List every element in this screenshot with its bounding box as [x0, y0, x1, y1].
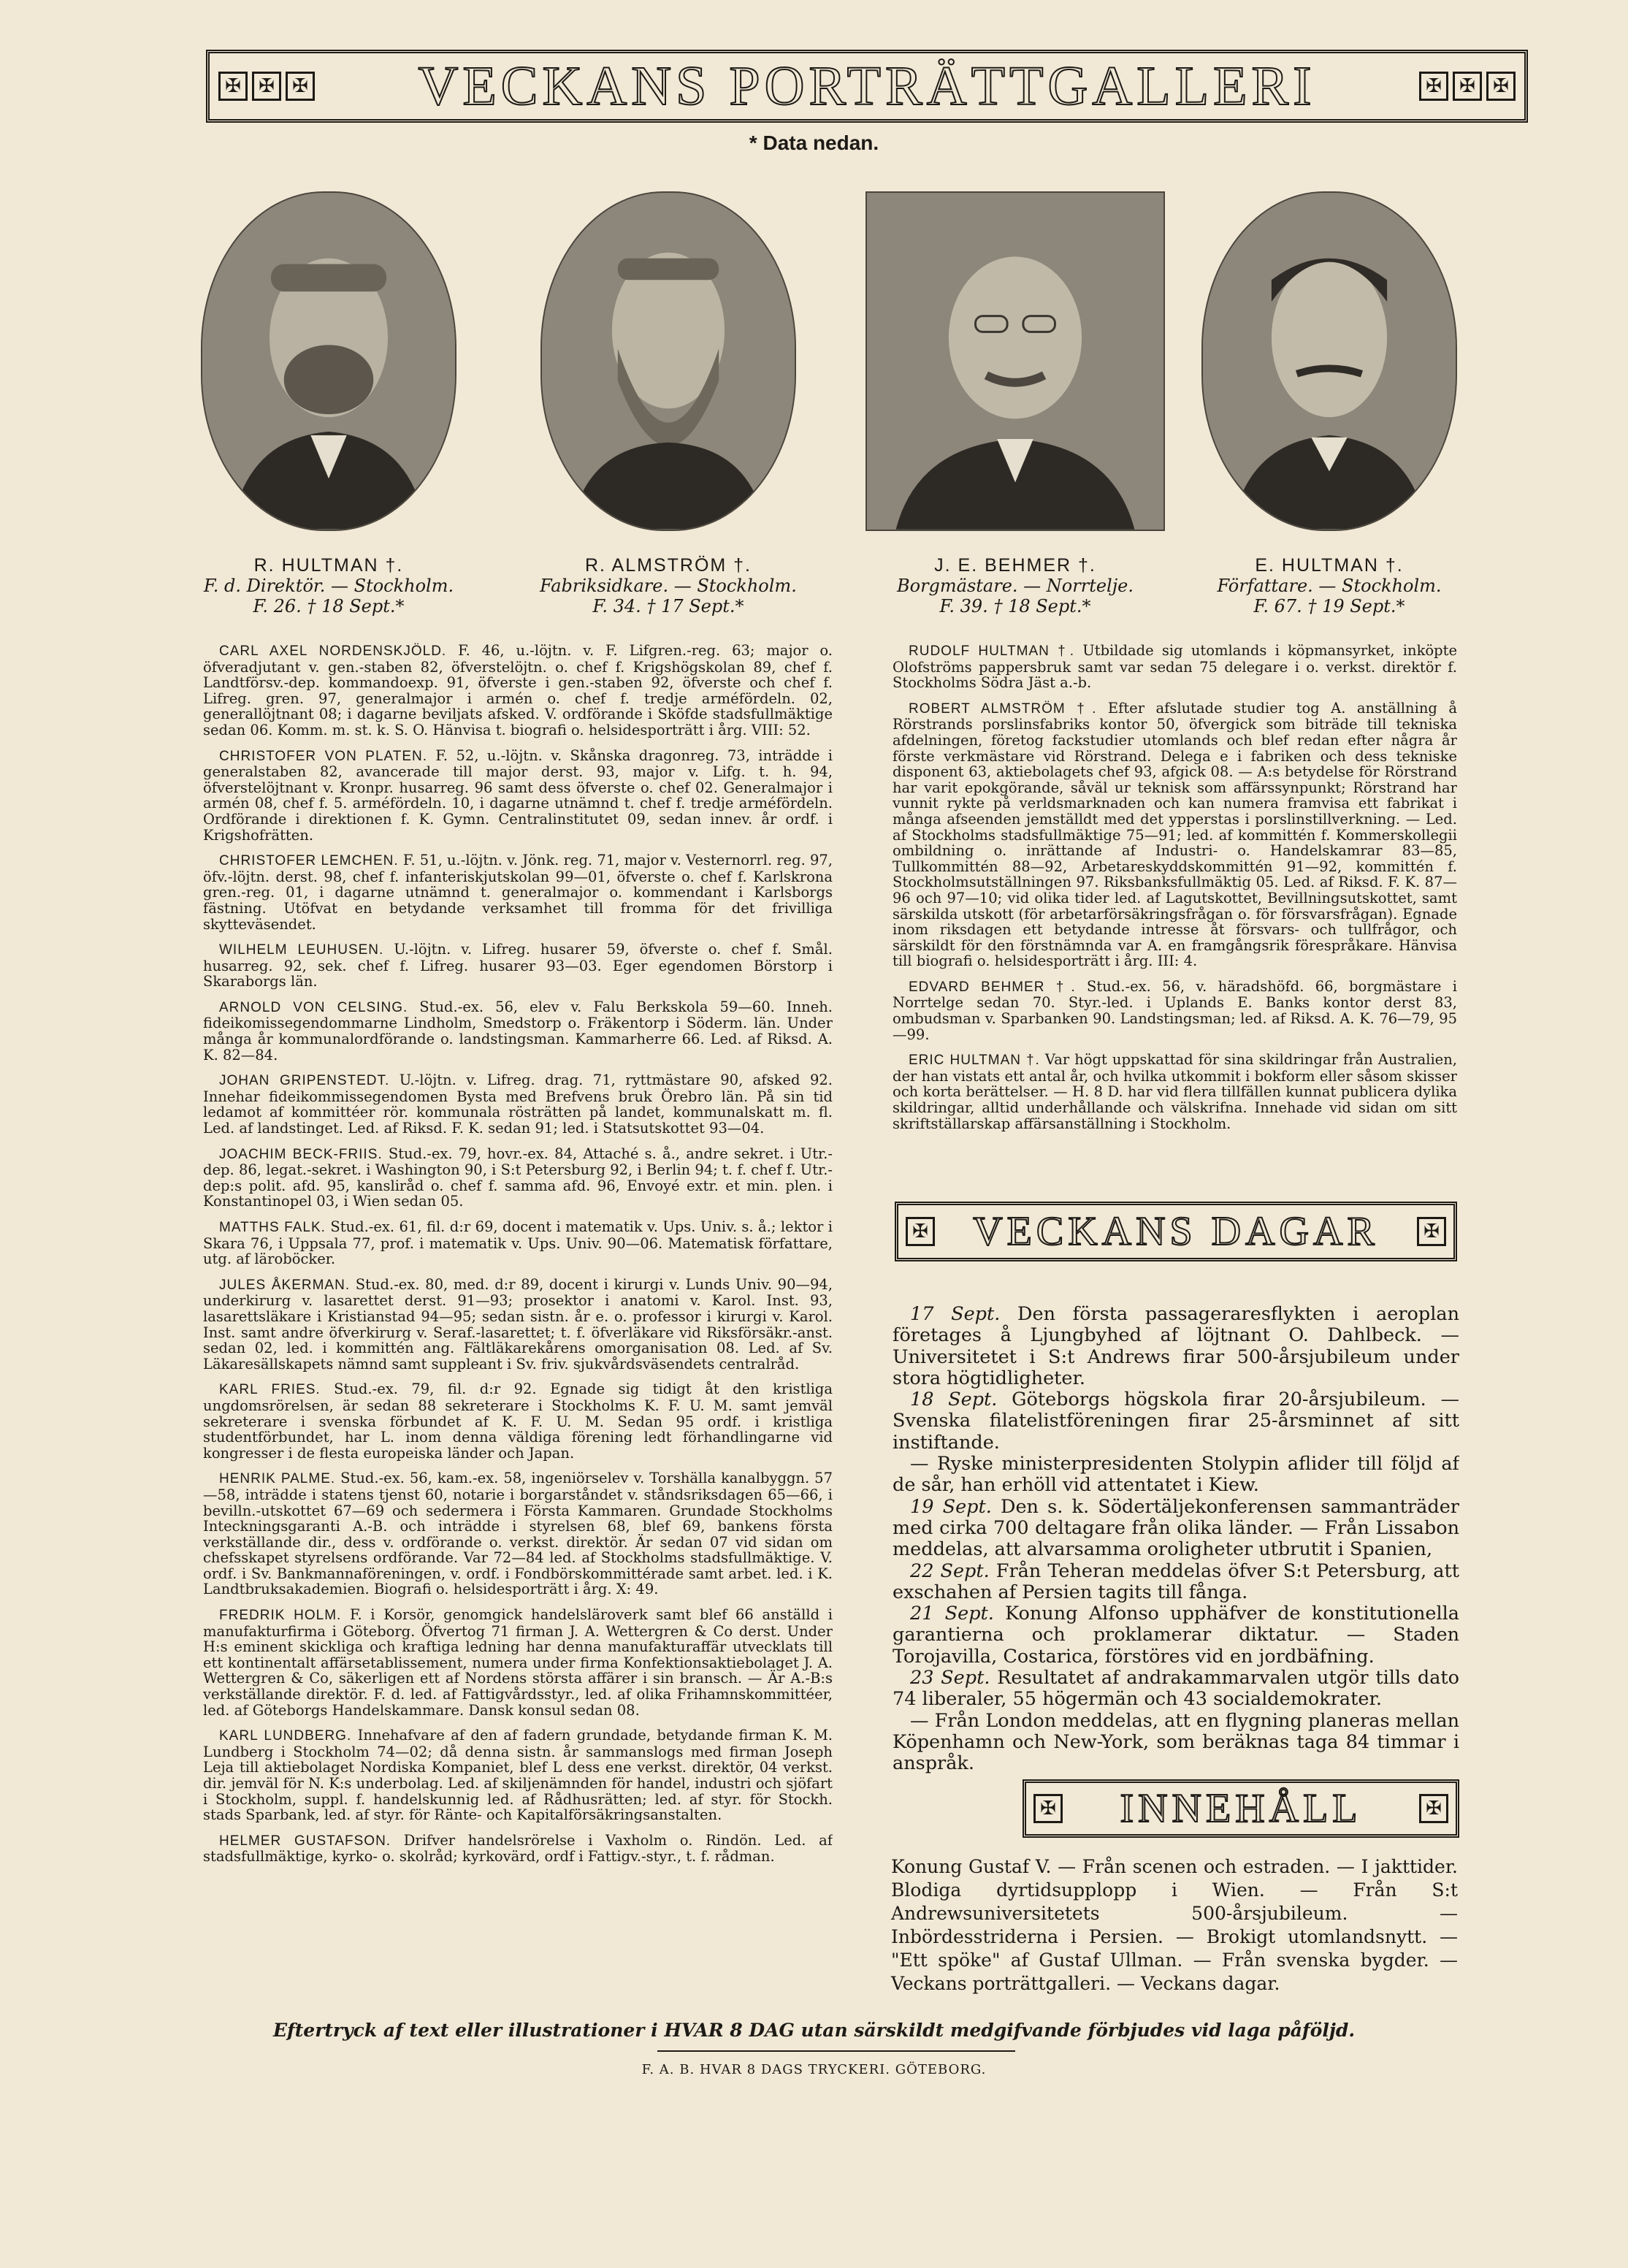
innehall-text: Konung Gustaf V. — Från scenen och estraden. — I jakttider. Blodiga dyrtidsupplopp i Wien. — Från S:t Andrewsuniversitetets 500-årsjubileum. — Inbördesstriderna i Persien. — Brokigt utomlandsnytt. — "Ett spöke" af Gustaf Ullman. — Från svenska bygder. — Veckans porträttgalleri. — Veckans dagar. — [891, 1856, 1458, 1994]
portrait-photo-1 — [201, 191, 456, 531]
portrait-title: Borgmästare. — Norrtelje. — [896, 576, 1134, 596]
dagar-title: VECKANS DAGAR — [973, 1209, 1379, 1254]
biography-entry — [893, 643, 1457, 691]
biography-name: FREDRIK HOLM. — [219, 1608, 342, 1624]
dagar-text: Konung Alfonso upphäfver de konstitutionella garantierna och proklamerar diktatur. — Staden Torojavilla, Costarica, förstöres vid en jordbäfning. — [893, 1603, 1459, 1668]
dagar-entry — [893, 1454, 1459, 1497]
biography-name: RUDOLF HULTMAN †. — [909, 644, 1075, 659]
biography-text: Var högt uppskattad för sina skildringar från Australien, der han vistats ett antal år, och hvilka utkommit i bokform eller såsom skisser och korta berättelser. — H. 8 D. har vid flera tillfällen kunnat publicera dylika skildringar, alltid underhållande och välskrifna. Innehade vid sidan om sitt skriftställarskap affärsanställning i Stockholm. — [893, 1051, 1457, 1132]
ornament-group-left — [218, 72, 315, 101]
gallery-title: VECKANS PORTRÄTTGALLERI — [418, 55, 1316, 117]
biography-entry — [203, 643, 833, 738]
biography-text: Stud.-ex. 80, med. d:r 89, docent i kirurgi v. Lunds Univ. 90—94, underkirurg v. lasarettet derst. 91—93; prosektor i anatomi v. Karol. Inst. 93, lasarettsläkare i Kristianstad 94—95; sedan sistn. år e. o. professor i kirurgi v. Karol. Inst. samt andre öfverkirurg v. Seraf.-lasarettet; t. f. öfverläkare vid Riksförsäkr.-anst. sedan 02, led. i kommittén ang. Fältläkarekårens omorganisation 08. Led. af Sv. Läkaresällskapets nämnd samt suppleant i Sv. friv. sjukvårdsväsendets centralråd. — [203, 1275, 833, 1372]
dagar-entry — [893, 1497, 1459, 1561]
man-portrait-icon — [1203, 193, 1456, 530]
subtitle: * Data nedan. — [749, 131, 879, 154]
portrait-photo-4 — [1201, 191, 1457, 531]
dagar-entry — [893, 1603, 1459, 1668]
dagar-text: Den s. k. Södertäljekonferensen sammanträder med cirka 700 deltagare från olika länder. — Från Lissabon meddelas, att alvarsamma oroligheter utbrutit i Spanien, — [893, 1495, 1459, 1561]
biography-name: CHRISTOFER VON PLATEN. — [219, 748, 428, 764]
dagar-text: Den första passageraresflykten i aeroplan företages å Ljungbyhed af löjtnant O. Dahlbeck. — Universitetet i S:t Andrews firar 500-årsjubileum under stora högtidligheter. — [893, 1304, 1459, 1389]
biography-entry — [893, 979, 1457, 1042]
biography-entry — [893, 1052, 1457, 1131]
dagar-entry — [893, 1304, 1459, 1389]
biography-entry — [203, 1146, 833, 1210]
biography-name: HENRIK PALME. — [219, 1471, 336, 1487]
biography-name: ARNOLD VON CELSING. — [219, 999, 408, 1015]
portrait-name: R. ALMSTRÖM †. — [584, 555, 752, 576]
biography-entry — [203, 1072, 833, 1136]
ornament-icon: ✠ — [1419, 72, 1448, 101]
biography-entry — [203, 1607, 833, 1718]
biography-text: Efter afslutade studier tog A. anställning å Rörstrands porslinsfabriks kontor 50, öfvergick som biträde till tekniska afdelningen, företog fackstudier utomlands och blef redan efter några år förste verkmästare vid Rörstrand. Delega e i fabriken och dess tekniske disponent 63, aktiebolagets chef 93, afgick 08. — A:s betydelse för Rörstrand har varit epokgörande, såväl ur teknisk som affärssynpunkt; Rörstrand har vunnit rykte på verldsmarknaden och kan numera framvisa ett fabrikat i många afseenden jemställdt med det ypperstas i porslinstillverkning. — Led. af Stockholms stadsfullmäktige 75—91; led. af kommittén f. Kommerskollegii ombildning o. inrättande af Industri- o. Handelskamrar 83—85, Tullkommittén 88—92, Arbetareskyddskommittén 91—92, kommittén f. Stockholmsutställningen 97. Riksbanksfullmäktig 05. Led. af Riksd. F. K. 87—96 och 97—10; vid olika tider led. af Lagutskottet, Bevillningsutskottet, samt särskilda utskott (för arbetarförsäkringsfrågan o. för försvarsfrågan). Egnade inom riksdagen ett betydande intresse åt försvars- och tullfrågor, och särskildt för den förstnämnda var A. en framgångsrik förespråkare. Hänvisa till biografi o. helsidesporträtt i årg. III: 4. — [893, 699, 1457, 970]
biography-entry — [203, 1727, 833, 1823]
biographies-left-column — [203, 643, 833, 2009]
biography-text: Stud.-ex. 61, fil. d:r 69, docent i matematik v. Ups. Univ. s. å.; lektor i Skara 76, i Uppsala 77, prof. i matematik v. Ups. Univ. 90—06. Matematisk författare, utg. af läroböcker. — [203, 1218, 833, 1268]
biography-text: Drifver handelsrörelse i Vaxholm o. Rindön. Led. af stadsfullmäktige, kyrko- o. skolråd; kyrkovärd, ordf i Fattigv.-styr., t. f. rådman. — [203, 1831, 833, 1866]
portrait-caption-2 — [515, 555, 822, 616]
ornament-icon: ✠ — [1486, 72, 1516, 101]
biography-name: MATTHS FALK. — [219, 1220, 326, 1235]
ornament-icon: ✠ — [906, 1217, 935, 1246]
biography-entry — [203, 942, 833, 990]
footer-divider — [657, 2050, 1015, 2052]
ornament-icon: ✠ — [286, 72, 315, 101]
portrait-name: R. HULTMAN †. — [253, 555, 404, 576]
biography-text: Innehafvare af den af fadern grundade, betydande firman K. M. Lundberg i Stockholm 74—02; då denna sistn. år sammanslogs med firman Joseph Leja till aktiebolaget Nordiska Kompaniet, blef L dess ene verkst. direktör, 04 verkst. dir. jemväl för N. K:s underbolag. Led. af skiljenämnden för handel, industri och sjöfart i Stockholm, suppl. f. handelskunnig led. af Rådhusrätten; led. af styr. för Stockh. stads Sparbank, led. af styr. för Ränte- och Kapitalförsäkringsanstalten. — [203, 1727, 833, 1824]
biography-name: JOACHIM BECK-FRIIS. — [219, 1146, 383, 1162]
biography-entry — [203, 999, 833, 1063]
dagar-text: Resultatet af andrakammarvalen utgör tills dato 74 liberaler, 55 högermän och 43 socialdemokrater. — [893, 1667, 1459, 1711]
ornament-group-left — [906, 1217, 935, 1246]
dagar-date: 18 Sept. — [910, 1389, 998, 1411]
biography-text: F. 52, u.-löjtn. v. Skånska dragonreg. 73, inträdde i generalstaben 82, avancerade till major derst. 93, major v. Lifg. t. h. 94, öfverstelöjtnant v. Kronpr. husarreg. 96 samt dess öfverste o. chef 02. Generalmajor i armén 08, chef f. 5. arméfördeln. 10, i dagarne utnämnd t. chef f. tredje arméfördeln. Ordförande i direktionen f. K. Gymn. Centralinstitutet 09, sedan innev. år ordf. i Krigshofrätten. — [203, 747, 833, 844]
biography-name: ERIC HULTMAN †. — [909, 1053, 1040, 1069]
biography-entry — [203, 1219, 833, 1267]
printer-credit: F. A. B. HVAR 8 DAGS TRYCKERI. GÖTEBORG. — [641, 2062, 987, 2077]
portrait-dates: F. 26. † 18 Sept.* — [253, 596, 405, 616]
ornament-icon: ✠ — [1453, 72, 1482, 101]
dagar-entry — [893, 1389, 1459, 1454]
dagar-date: 19 Sept. — [910, 1495, 992, 1518]
dagar-entry — [893, 1561, 1459, 1604]
dagar-text: — Ryske ministerpresidenten Stolypin aflider till följd af de sår, han erhöll vid attentatet i Kiew. — [893, 1453, 1459, 1497]
portrait-caption-4 — [1176, 555, 1483, 616]
ornament-group-right — [1417, 1217, 1446, 1246]
portrait-caption-3 — [862, 555, 1169, 616]
portrait-title: F. d. Direktör. — Stockholm. — [203, 576, 454, 596]
biography-name: ROBERT ALMSTRÖM †. — [909, 700, 1097, 717]
biography-text: U.-löjtn. v. Lifreg. drag. 71, ryttmästare 90, afsked 92. Innehar fideikommissegendomen Bysta med Brefvens bruk Örebro län. På sin tid ledamot af kommittéer rör. kommunala rösträtten på landet, kommunalskatt m. fl. Led. af landstinget. Led. af Riksd. F. K. sedan 91; led. i Statsutskottet 93—04. — [203, 1072, 833, 1137]
biography-text: Stud.-ex. 56, elev v. Falu Berkskola 59—60. Inneh. fideikomissegendommarne Lindholm, Smedstorp o. Fräkentorp i Söderm. län. Under många år kommunalordförande o. landstingsman. Kammarherre 66. Led. af Riksd. A. K. 82—84. — [203, 998, 833, 1064]
biography-name: JOHAN GRIPENSTEDT. — [219, 1073, 390, 1089]
biography-entry — [203, 1470, 833, 1597]
portrait-photo-2 — [540, 191, 796, 531]
dagar-date: 23 Sept. — [910, 1667, 990, 1689]
biography-name: KARL LUNDBERG. — [219, 1728, 352, 1744]
portrait-name: E. HULTMAN †. — [1255, 555, 1404, 576]
portrait-caption-1 — [175, 555, 482, 616]
dagar-column — [893, 1304, 1459, 1808]
biography-name: CARL AXEL NORDENSKJÖLD. — [219, 644, 447, 659]
portrait-dates: F. 39. † 18 Sept.* — [939, 596, 1091, 616]
biography-text: Stud.-ex. 79, fil. d:r 92. Egnade sig tidigt åt den kristliga ungdomsrörelsen, är sedan 88 sekreterare i Stockholms K. F. U. M. samt jemväl sekreterare i svenska förbundet af K. F. U. M. Sedan 95 ordf. i kristliga studentförbundet, har L. inom denna väldiga förening ledt förhandlingarne vid kongresser i de flesta europeiska länder och Japan. — [203, 1381, 833, 1462]
biography-entry — [893, 700, 1457, 969]
biography-text: F. 51, u.-löjtn. v. Jönk. reg. 71, major v. Vesternorrl. reg. 97, öfv.-löjtn. derst. 98, chef f. infanteriskjutskolan 99—01, öfverste o. chef f. Karlskrona gren.-reg. 01, i dagarne utnämnd t. generalmajor o. kommendant i Karlsborgs fästning. Utöfvat en betydande verksamhet till fromma för det frivilliga skytteväsendet. — [203, 852, 833, 933]
biography-name: HELMER GUSTAFSON. — [219, 1833, 391, 1849]
biography-text: U.-löjtn. v. Lifreg. husarer 59, öfverste o. chef f. Smål. husarreg. 92, sek. chef f. Lifreg. husarer 93—03. Eger egendomen Börstorp i Skaraborgs län. — [203, 941, 833, 990]
biography-text: F. i Korsör, genomgick handelsläroverk samt blef 66 anställd i manufakturfirma i Göteborg. Öfvertog 71 firman J. A. Wettergren & Co derst. Under H:s eminent skickliga och kraftiga ledning har denna manufakturaffär utvecklats till ett kontinentalt affärsetablissement, numera under firma Konfektionsaktiebolaget J. A. Wettergren & Co, säkerligen ett af Nordens största affärer i sin bransch. — Är A.-B:s verkställande direktör. F. d. led. af Fattigvårdsstyr., led. af olika Frihamnskommittéer, led. af Göteborgs Handelskammare. Dansk konsul sedan 08. — [203, 1606, 833, 1719]
biography-entry — [203, 748, 833, 844]
ornament-icon: ✠ — [1033, 1794, 1063, 1823]
ornament-group-right — [1419, 72, 1516, 101]
portrait-photo-3 — [865, 191, 1165, 531]
ornament-group-right — [1419, 1794, 1448, 1823]
ornament-icon: ✠ — [252, 72, 281, 101]
ornament-icon: ✠ — [1417, 1217, 1446, 1246]
dagar-date: 17 Sept. — [910, 1304, 1001, 1325]
portrait-title: Fabriksidkare. — Stockholm. — [540, 576, 797, 596]
portrait-title: Författare. — Stockholm. — [1217, 576, 1442, 596]
portrait-dates: F. 34. † 17 Sept.* — [592, 596, 744, 616]
man-portrait-icon — [867, 193, 1163, 530]
dagar-text: Göteborgs högskola firar 20-årsjubileum. — Svenska filatelistföreningen firar 25-årsminnet af sitt instiftande. — [893, 1389, 1459, 1454]
dagar-text: Från Teheran meddelas öfver S:t Petersburg, att exschahen af Persien tagits till fånga. — [893, 1559, 1459, 1603]
dagar-date: 21 Sept. — [910, 1603, 994, 1625]
biography-entry — [203, 852, 833, 932]
dagar-entry — [893, 1668, 1459, 1711]
portrait-dates: F. 67. † 19 Sept.* — [1253, 596, 1405, 616]
dagar-date: 22 Sept. — [910, 1559, 990, 1582]
biography-text: Utbildade sig utomlands i köpmansyrket, inköpte Olofströms pappersbruk samt var sedan 75 delegare i o. verkst. direktör f. Stockholms Södra Jäst a.-b. — [893, 643, 1457, 692]
dagar-entry — [893, 1711, 1459, 1775]
dagar-text: — Från London meddelas, att en flygning planeras mellan Köpenhamn och New-York, som beräknas taga 84 timmar i anspråk. — [893, 1709, 1459, 1775]
man-portrait-icon — [542, 193, 795, 530]
ornament-icon: ✠ — [1419, 1794, 1448, 1823]
biography-text: Stud.-ex. 79, hovr.-ex. 84, Attaché s. å., andre sekret. i Utr.-dep. 86, legat.-sekret. i Washington 90, i S:t Petersburg 92, i Berlin 94; t. f. chef f. Utr.-dep:s polit. afd. 95, kansliråd o. chef f. samma afd. 96, Envoyé extr. et min. plen. i Konstantinopel 03, i Wien sedan 05. — [203, 1145, 833, 1210]
man-portrait-icon — [202, 193, 455, 530]
innehall-title: INNEHÅLL — [1120, 1786, 1362, 1831]
ornament-group-left — [1033, 1794, 1063, 1823]
dagar-banner — [895, 1202, 1457, 1261]
biography-text: Stud.-ex. 56, kam.-ex. 58, ingeniörselev v. Torshälla kanalbyggn. 57—58, inträdde i statens tjenst 60, notarie i borgarståndet v. ståndsriksdagen 65—66, i bevilln.-utskottet 67—69 och sedermera i Första Kammaren. Grundade Stockholms Inteckningsgaranti A.-B. och inträdde i styrelsen 68, blef 69, bankens första verkställande dir., dess v. ordförande o. verkst. direktör. Är sedan 07 vid sidan om chefsskapet styrelsens ordförande. Var 72—84 led. af Stockholms stadsfullmäktige. V. ordf. i Sv. Bankmannaföreningen, v. ordf. i Fondbörskommittérade samt arbet. led. i K. Landtbruksakademien. Biografi o. helsidesporträtt i årg. X: 49. — [203, 1470, 833, 1598]
biography-entry — [203, 1277, 833, 1372]
innehall-banner — [1023, 1779, 1459, 1838]
biography-name: KARL FRIES. — [219, 1382, 321, 1398]
biography-name: CHRISTOFER LEMCHEN. — [219, 853, 399, 869]
biography-name: JULES ÅKERMAN. — [219, 1277, 351, 1293]
biographies-right-column — [893, 643, 1457, 1191]
biography-text: Stud.-ex. 56, v. häradshöfd. 66, borgmästare i Norrtelge sedan 70. Styr.-led. i Uplands E. Banks kontor derst 83, ombudsman v. Sparbanken 90. Landstingsman; led. af Riksd. A. K. 76—79, 95—99. — [893, 977, 1457, 1043]
ornament-icon: ✠ — [218, 72, 248, 101]
portrait-name: J. E. BEHMER †. — [934, 555, 1096, 576]
biography-entry — [203, 1833, 833, 1865]
gallery-banner — [206, 50, 1528, 123]
biography-text: F. 46, u.-löjtn. v. F. Lifgren.-reg. 63; major o. öfveradjutant v. gen.-staben 82, öfverstelöjtn. o. chef f. Krigshögskolan 89, chef f. Landtförsv.-dep. kommandoexp. 91, öfverste i gen.-staben 92, öfverste och chef f. Lifreg. gren. 97, generalmajor i armén o. chef f. tredje arméfördeln. 02, generallöjtnant 08; i dagarne beviljats afsked. V. ordförande i Sköfde stadsfullmäktige sedan 06. Komm. m. st. k. S. O. Hänvisa t. biografi o. helsidesporträtt i årg. VIII: 52. — [203, 643, 833, 738]
biography-name: EDVARD BEHMER †. — [909, 979, 1076, 995]
biography-entry — [203, 1381, 833, 1461]
reprint-notice: Eftertryck af text eller illustrationer i HVAR 8 DAG utan särskildt medgifvande förbjudes vid laga påföljd. — [272, 2020, 1356, 2041]
biography-name: WILHELM LEUHUSEN. — [219, 942, 384, 958]
